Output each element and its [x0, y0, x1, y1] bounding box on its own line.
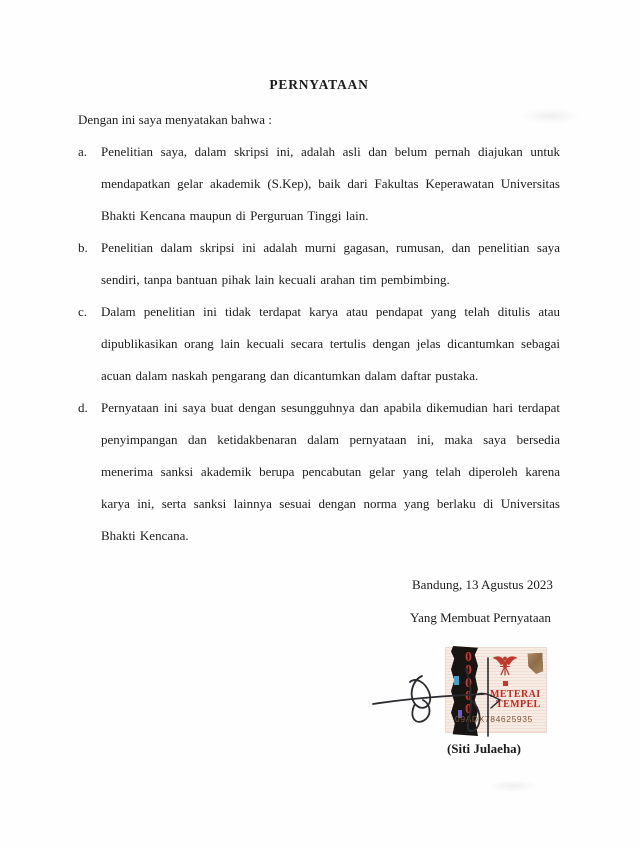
stamp-title-line1: METERAI [490, 689, 541, 700]
list-item-a [78, 136, 560, 232]
list-item-b [78, 232, 560, 296]
list-marker-c: c. [78, 304, 88, 319]
stamp-and-signature-block [370, 642, 570, 744]
signatory-name: (Siti Julaeha) [446, 741, 522, 756]
list-marker-a: a. [78, 144, 88, 159]
place-date-line: Bandung, 13 Agustus 2023 [412, 577, 553, 592]
list-item-a-text: Penelitian saya, dalam skripsi ini, adalah asli dan belum pernah diajukan untuk mendapatkan gelar akademik (S.Kep), baik dari Fakultas Keperawatan Universitas Bhakti Kencana maupun di Perguruan Tinggi lain. [101, 144, 560, 223]
signatory-caption: Yang Membuat Pernyataan [410, 610, 551, 625]
stamp-title-line2: TEMPEL [496, 699, 541, 710]
intro-line: Dengan ini saya menyatakan bahwa : [78, 112, 272, 127]
list-item-d-text: Pernyataan ini saya buat dengan sesungguhnya dan apabila dikemudian hari terdapat penyimpangan dan ketidakbenaran dalam pernyataan ini, maka saya bersedia menerima sanksi akademik berupa pencabutan gelar yang telah diperoleh karena karya ini, serta sanksi lainnya sesuai dengan norma yang berlaku di Universitas Bhakti Kencana. [101, 400, 560, 543]
page-title: PERNYATAAN [269, 77, 369, 92]
list-item-c [78, 296, 560, 392]
stamp-serial-number: 09ADX784625935 [455, 714, 533, 724]
scan-smudge [488, 780, 538, 792]
denomination-digits: 00000 [461, 649, 476, 714]
scan-smudge [520, 108, 580, 124]
list-item-b-text: Penelitian dalam skripsi ini adalah murni gagasan, rumusan, dan penelitian saya sendiri, tanpa bantuan pihak lain kecuali arahan tim pembimbing. [101, 240, 560, 287]
list-item-d [78, 392, 560, 552]
list-item-c-text: Dalam penelitian ini tidak terdapat karya atau pendapat yang telah ditulis atau dipublikasikan orang lain kecuali secara tertulis dengan jelas dicantumkan sebagai acuan dalam naskah pengarang dan dicantumkan dalam daftar pustaka. [101, 304, 560, 383]
list-marker-b: b. [78, 240, 88, 255]
signature-ink [370, 642, 570, 744]
list-marker-d: d. [78, 400, 88, 415]
